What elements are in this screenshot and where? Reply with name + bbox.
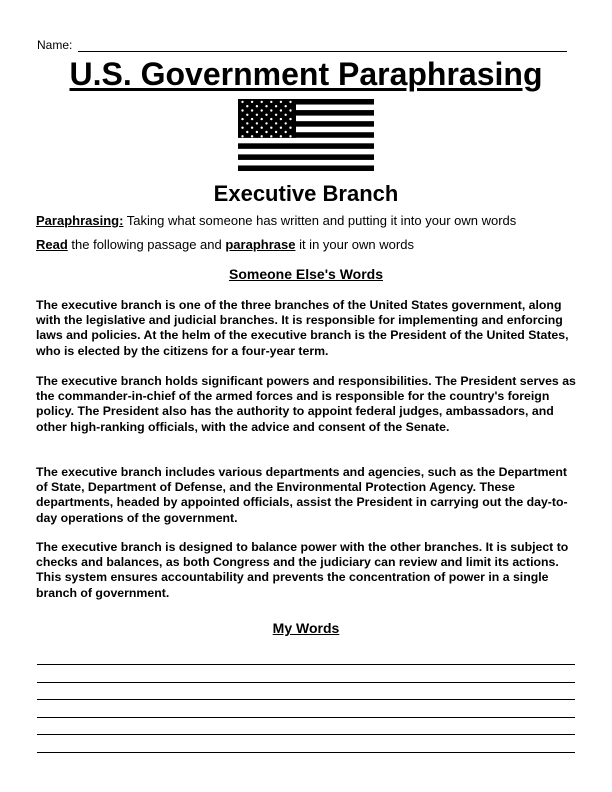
flag-star [256,122,258,124]
writing-line[interactable] [37,700,575,718]
flag-star [246,122,248,124]
flag-stripe [238,154,374,160]
flag-star [265,114,267,116]
flag-star [251,101,253,103]
flag-star [289,135,291,137]
section-heading-mine-text: My Words [272,620,340,636]
section-heading-others [0,265,612,283]
flag-star [285,131,287,133]
section-heading-others-text: Someone Else's Words [228,266,383,282]
flag-star [241,127,243,129]
flag-star [241,118,243,120]
page-title-text: U.S. Government Paraphrasing [69,56,543,92]
flag-star [275,105,277,107]
flag-star [261,109,263,111]
flag-star [241,101,243,103]
instruction-read: Read [36,237,68,252]
flag-star [289,118,291,120]
flag-star [241,135,243,137]
flag-star [261,101,263,103]
instruction-end: it in your own words [295,237,414,252]
flag-star [251,135,253,137]
name-field-line[interactable] [78,39,567,52]
writing-line[interactable] [37,718,575,736]
flag-star [270,109,272,111]
flag-star [256,105,258,107]
flag-star [256,114,258,116]
definition-term: Paraphrasing: [36,213,124,228]
flag-star [251,127,253,129]
writing-line[interactable] [37,683,575,701]
flag-star [275,122,277,124]
flag-star [280,109,282,111]
flag-star [289,101,291,103]
flag-star [280,118,282,120]
flag-star [246,114,248,116]
flag-star [270,127,272,129]
flag-star [285,114,287,116]
flag-star [285,122,287,124]
instruction-line [36,237,414,253]
flag-star [256,131,258,133]
instruction-paraphrase: paraphrase [225,237,296,252]
flag-graphic [238,99,374,171]
flag-star [289,127,291,129]
passage-paragraph-3: The executive branch includes various departments and agencies, such as the Department of State, Department of Defense, and the Environmental Protection Agency. These departments, headed by appointed officials, assist the President in carrying out the day-to-day operations of the government. [36,465,568,525]
page-title [0,55,612,93]
branch-title: Executive Branch [213,181,399,206]
flag-star [280,127,282,129]
flag-star [270,118,272,120]
flag-star [289,109,291,111]
flag-star [261,135,263,137]
flag-star [246,105,248,107]
definition-text: Taking what someone has written and putting it into your own words [123,213,517,228]
passage-paragraph-4: The executive branch is designed to balance power with the other branches. It is subject to checks and balances, as both Congress and the judiciary can review and limit its actions. This system ensures accountability and prevents the concentration of power in a single branch of government. [36,540,569,600]
flag-star [270,101,272,103]
flag-stripe [238,165,374,171]
flag-star [265,122,267,124]
passage-paragraph-1: The executive branch is one of the three branches of the United States government, along with the legislative and judicial branches. It is responsible for implementing and enforcing laws and policies. At the helm of the executive branch is the President of the United States, who is elected by the citizens for a four-year term. [36,298,569,358]
definition-line [36,213,516,229]
name-row [37,36,567,52]
name-label: Name: [37,38,73,52]
instruction-middle: the following passage and [67,237,226,252]
flag-star [261,127,263,129]
flag-star [251,118,253,120]
flag-star [280,135,282,137]
writing-area[interactable] [37,664,575,753]
flag-star [280,101,282,103]
flag-star [285,105,287,107]
flag-star [275,131,277,133]
flag-star [265,131,267,133]
us-flag-icon [238,99,374,171]
flag-star [246,131,248,133]
writing-line[interactable] [37,735,575,753]
flag-stripe [238,143,374,149]
flag-star [251,109,253,111]
section-heading-mine [0,619,612,637]
flag-star [241,109,243,111]
flag-star [261,118,263,120]
flag-star [265,105,267,107]
flag-star [270,135,272,137]
passage-paragraph-2: The executive branch holds significant powers and responsibilities. The President serves as the commander-in-chief of the armed forces and is responsible for the country's foreign policy. The President also has the authority to appoint federal judges, ambassadors, and other high-ranking officials, with the advice and consent of the Senate. [36,374,576,434]
writing-line[interactable] [37,665,575,683]
flag-star [275,114,277,116]
